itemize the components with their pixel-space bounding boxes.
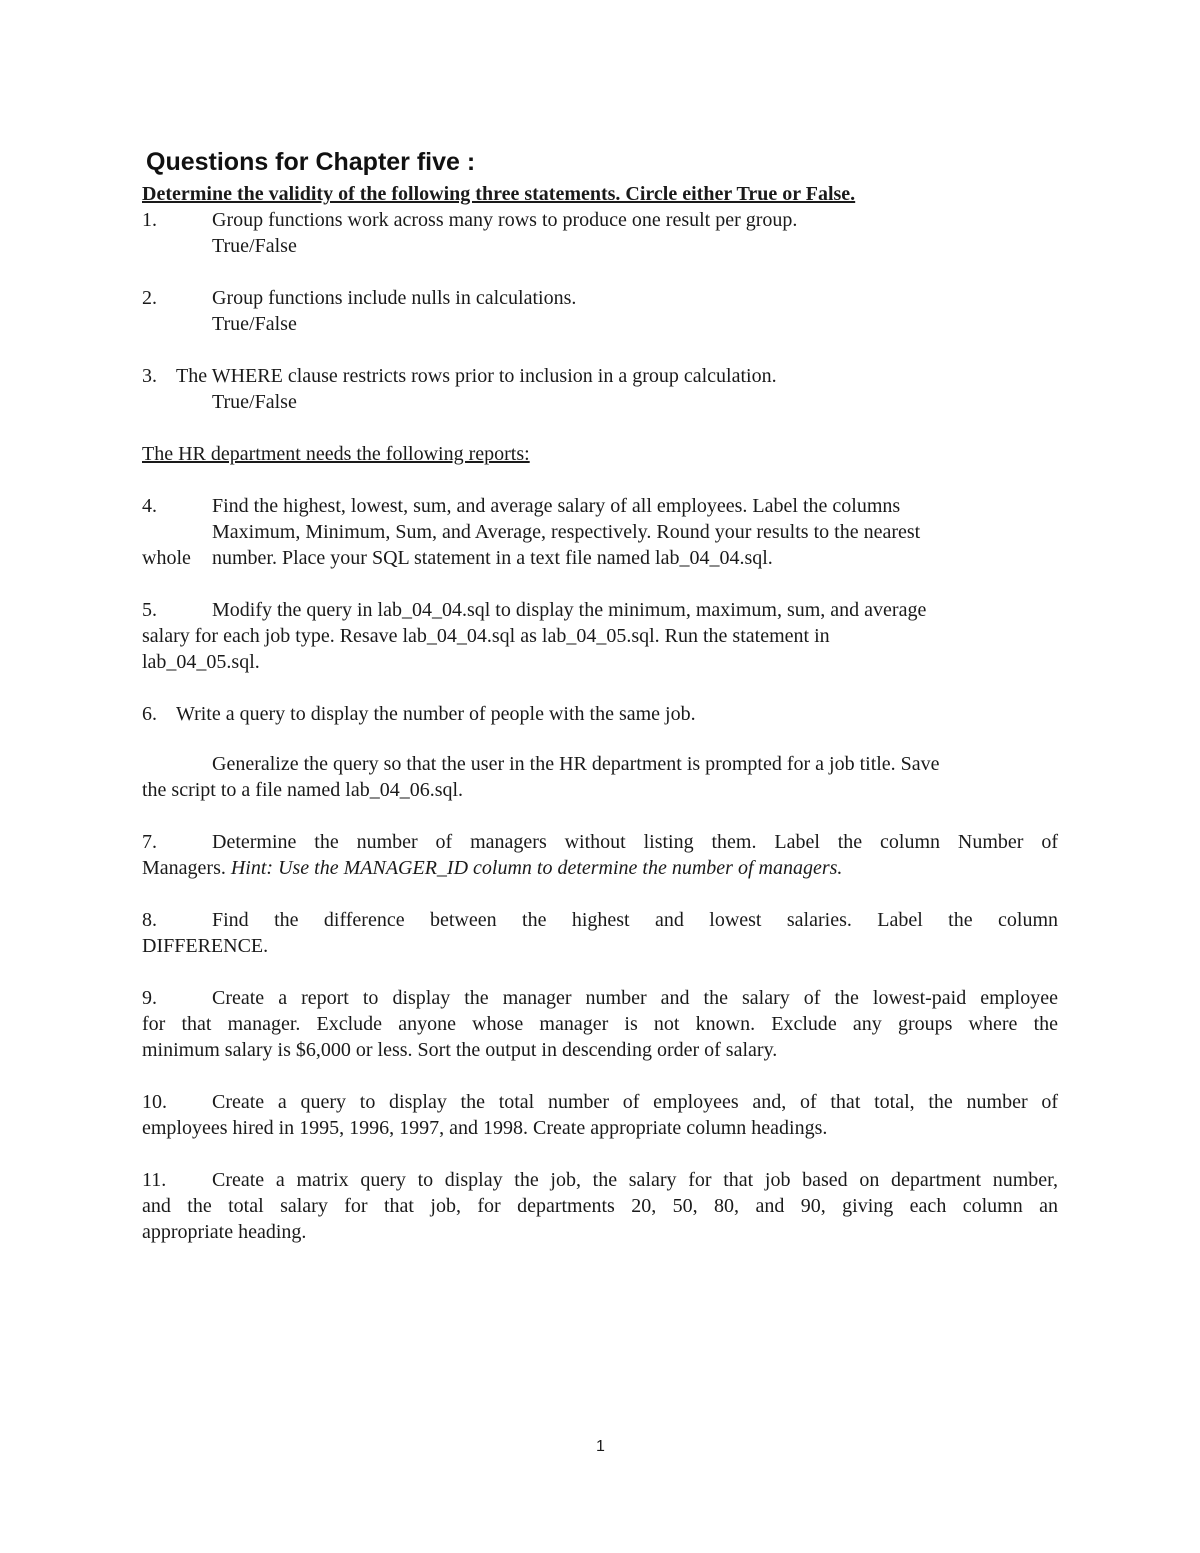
question-text: Group functions include nulls in calculations. xyxy=(212,287,577,309)
question-text: Determine the number of managers without listing them. Label the column Number of xyxy=(212,831,1058,853)
page-number: 1 xyxy=(596,1438,605,1455)
question-text: lab_04_05.sql. xyxy=(142,651,260,673)
question-text: Find the highest, lowest, sum, and average salary of all employees. Label the columns xyxy=(212,495,901,517)
question-text: Create a query to display the total number of employees and, of that total, the number of xyxy=(212,1091,1058,1113)
question-text: employees hired in 1995, 1996, 1997, and 1998. Create appropriate column headings. xyxy=(142,1117,828,1139)
true-false-choice: True/False xyxy=(212,391,297,413)
question-text: Find the difference between the highest and lowest salaries. Label the column xyxy=(212,909,1058,931)
question-number: 1. xyxy=(142,209,157,231)
question-text: appropriate heading. xyxy=(142,1221,307,1243)
question-text: Write a query to display the number of people with the same job. xyxy=(176,703,696,725)
question-number: 7. xyxy=(142,831,157,853)
question-text: Maximum, Minimum, Sum, and Average, respectively. Round your results to the nearest xyxy=(212,521,921,543)
question-number: 11. xyxy=(142,1169,167,1191)
true-false-choice: True/False xyxy=(212,313,297,335)
question-text: minimum salary is $6,000 or less. Sort the output in descending order of salary. xyxy=(142,1039,778,1061)
question-text: for that manager. Exclude anyone whose manager is not known. Exclude any groups where the xyxy=(142,1013,1058,1035)
question-text: DIFFERENCE. xyxy=(142,935,269,957)
question-number: 10. xyxy=(142,1091,167,1113)
question-text: Create a report to display the manager number and the salary of the lowest-paid employee xyxy=(212,987,1058,1009)
question-number: 9. xyxy=(142,987,157,1009)
question-text: Group functions work across many rows to produce one result per group. xyxy=(212,209,798,231)
question-text: The WHERE clause restricts rows prior to inclusion in a group calculation. xyxy=(176,365,777,387)
hint-text: Hint: Use the MANAGER_ID column to determine the number of managers. xyxy=(230,857,843,879)
question-number: 8. xyxy=(142,909,157,931)
question-text: the script to a file named lab_04_06.sql. xyxy=(142,779,464,801)
question-number: 3. xyxy=(142,365,157,387)
true-false-choice: True/False xyxy=(212,235,297,257)
question-text: and the total salary for that job, for departments 20, 50, 80, and 90, giving each column an xyxy=(142,1195,1058,1217)
question-text: Generalize the query so that the user in the HR department is prompted for a job title. Save xyxy=(212,753,940,775)
page-title: Questions for Chapter five : xyxy=(146,148,476,176)
question-text-plain: Managers. xyxy=(142,857,226,879)
question-text xyxy=(142,855,842,881)
question-text: number. Place your SQL statement in a text file named lab_04_04.sql. xyxy=(212,547,773,569)
question-text: salary for each job type. Resave lab_04_04.sql as lab_04_05.sql. Run the statement in xyxy=(142,625,830,647)
question-text: whole xyxy=(142,547,191,569)
question-text: Modify the query in lab_04_04.sql to display the minimum, maximum, sum, and average xyxy=(212,599,927,621)
question-number: 4. xyxy=(142,495,157,517)
instruction-line: Determine the validity of the following three statements. Circle either True or False. xyxy=(142,183,856,205)
question-text: Create a matrix query to display the job, the salary for that job based on department number, xyxy=(212,1169,1058,1191)
question-number: 6. xyxy=(142,703,157,725)
question-number: 2. xyxy=(142,287,157,309)
section-heading: The HR department needs the following reports: xyxy=(142,443,530,465)
question-number: 5. xyxy=(142,599,157,621)
